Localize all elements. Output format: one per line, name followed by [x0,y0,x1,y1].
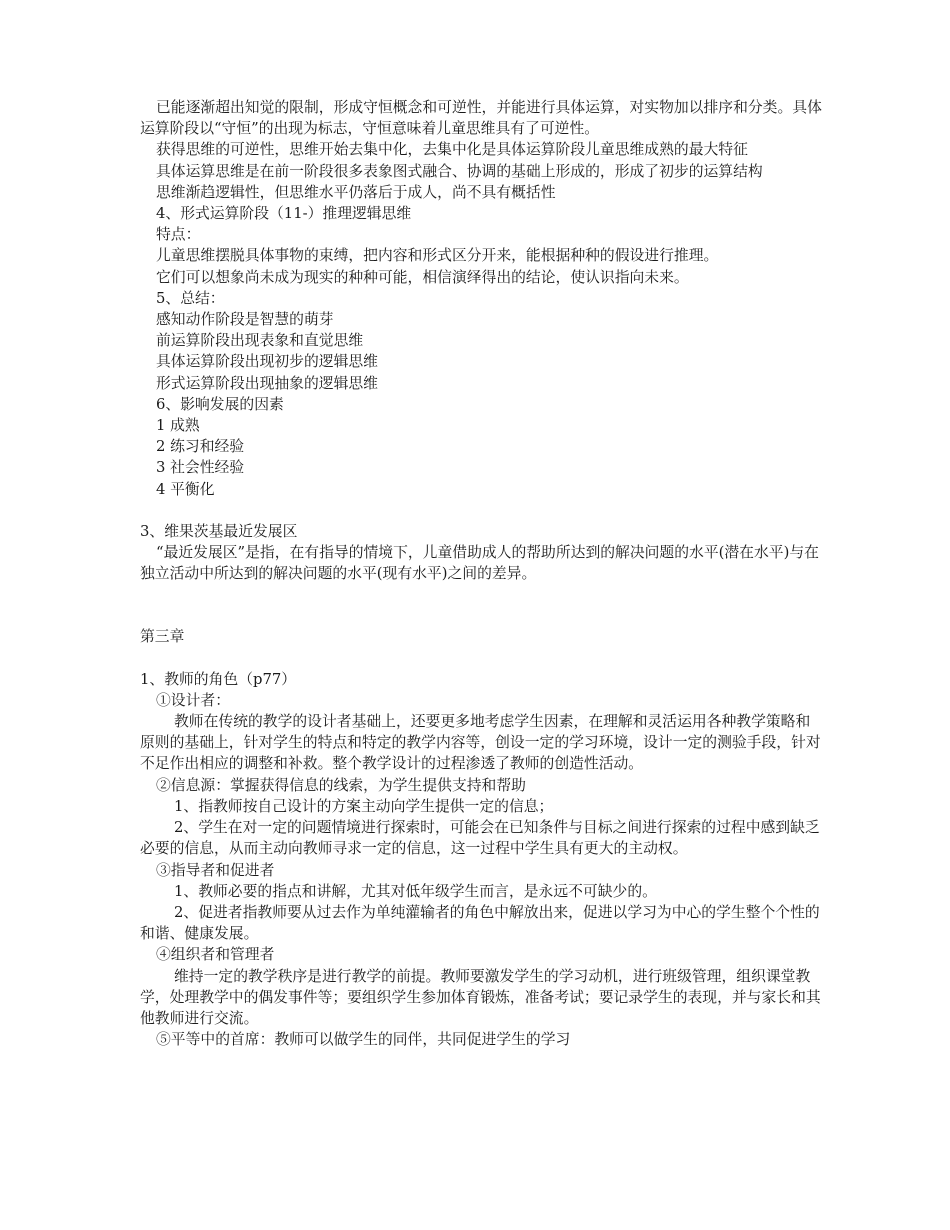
chapter-title: 第三章 [140,628,185,646]
paragraph-hypothesis: 儿童思维摆脱具体事物的束缚，把内容和形式区分开来，能根据种种的假设进行推理。 [156,247,719,265]
role-information-source-item-2: 2、学生在对一定的问题情境进行探索时，可能会在已知条件与目标之间进行探索的过程中感到缺乏必要的信息，从而主动向教师寻求一定的信息，这一过程中学生具有更大的主动权。 [140,819,820,858]
paragraph-reversibility: 获得思维的可逆性，思维开始去集中化，去集中化是具体运算阶段儿童思维成熟的最大特征 [156,141,748,159]
role-information-source-heading: ②信息源：掌握获得信息的线索，为学生提供支持和帮助 [156,776,526,794]
heading-summary: 5、总结： [156,289,225,307]
heading-vygotsky-zpd: 3、维果茨基最近发展区 [140,522,298,540]
paragraph-concrete-structure: 具体运算思维是在前一阶段很多表象图式融合、协调的基础上形成的，形成了初步的运算结构 [156,162,763,180]
paragraph-zpd-definition: “最近发展区”是指，在有指导的情境下，儿童借助成人的帮助所达到的解决问题的水平(潜在水平)与在独立活动中所达到的解决问题的水平(现有水平)之间的差异。 [140,544,819,583]
paragraph-concrete-operations: 已能逐渐超出知觉的限制，形成守恒概念和可逆性，并能进行具体运算，对实物加以排序和分类。具体运算阶段以“守恒”的出现为标志，守恒意味着儿童思维具有了可逆性。 [140,99,822,138]
label-features: 特点： [156,226,201,244]
heading-teacher-roles: 1、教师的角色（p77） [140,670,297,688]
role-first-among-equals: ⑤平等中的首席：教师可以做学生的同伴，共同促进学生的学习 [156,1031,571,1049]
factor-item-1: 1 成熟 [156,417,200,435]
spacer [140,648,822,669]
paragraph-logic-trend: 思维渐趋逻辑性，但思维水平仍落后于成人，尚不具有概括性 [156,183,556,201]
role-designer-text: 教师在传统的教学的设计者基础上，还要更多地考虑学生因素，在理解和灵活运用各种教学策略和原则的基础上，针对学生的特点和特定的教学内容等，创设一定的学习环境，设计一定的测验手段，针对不足作出相应的调整和补救。整个教学设计的过程渗透了教师的创造性活动。 [140,713,821,773]
role-guide-item-2: 2、促进者指教师要从过去作为单纯灌输者的角色中解放出来，促进以学习为中心的学生整个个性的和谐、健康发展。 [140,903,820,943]
role-guide-heading: ③指导者和促进者 [156,861,275,879]
paragraph-imagination: 它们可以想象尚未成为现实的种种可能，相信演绎得出的结论，使认识指向未来。 [156,268,689,286]
role-organizer-heading: ④组织者和管理者 [156,946,275,964]
role-organizer-text: 维持一定的教学秩序是进行教学的前提。教师要激发学生的学习动机，进行班级管理，组织课堂教学，处理教学中的偶发事件等；要组织学生参加体育锻炼，准备考试；要记录学生的表现，并与家长和其他教师进行交流。 [140,967,821,1027]
role-designer-heading: ①设计者： [156,691,230,709]
summary-item-3: 具体运算阶段出现初步的逻辑思维 [156,353,378,371]
factor-item-2: 2 练习和经验 [156,438,245,456]
role-guide-item-1: 1、教师必要的指点和讲解，尤其对低年级学生而言，是永远不可缺少的。 [174,882,657,900]
spacer [140,500,822,521]
heading-formal-operations: 4、形式运算阶段（11-）推理逻辑思维 [156,205,412,223]
factor-item-4: 4 平衡化 [156,480,215,498]
summary-item-1: 感知动作阶段是智慧的萌芽 [156,311,334,329]
heading-factors: 6、影响发展的因素 [156,395,284,413]
role-information-source-item-1: 1、指教师按自己设计的方案主动向学生提供一定的信息； [174,797,554,815]
summary-item-2: 前运算阶段出现表象和直觉思维 [156,332,364,350]
factor-item-3: 3 社会性经验 [156,459,245,477]
spacer [140,584,822,626]
summary-item-4: 形式运算阶段出现抽象的逻辑思维 [156,374,378,392]
